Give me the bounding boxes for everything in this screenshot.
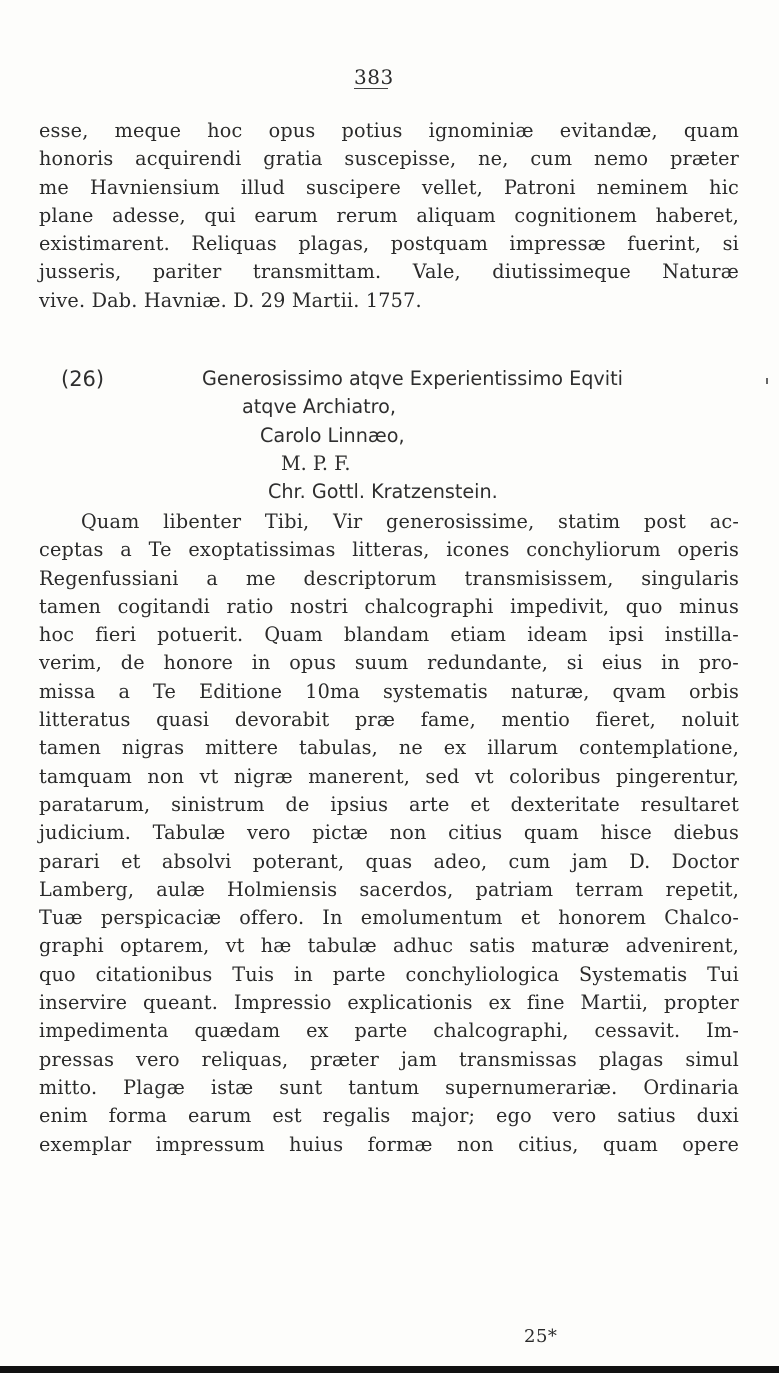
text-line: verim, de honore in opus suum redundante, si eius in pro- (39, 651, 739, 675)
signature-mark: 25* (524, 1326, 558, 1347)
heading-line-addressee-role: atqve Archiatro, (242, 395, 396, 419)
text-line: jusseris, pariter transmittam. Vale, diutissimeque Naturæ (39, 260, 739, 284)
paragraph-letter-body (39, 508, 739, 1159)
text-line: pressas vero reliquas, præter jam transmissas plagas simul (39, 1047, 739, 1071)
heading-line-addressee-title: Generosissimo atqve Experientissimo Eqviti (202, 367, 623, 390)
text-line: existimarent. Reliquas plagas, postquam impressæ fuerint, si (39, 232, 739, 256)
text-line: Regenfussiani a me descriptorum transmisissem, singularis (39, 566, 739, 590)
text-line: parari et absolvi poterant, quas adeo, cum jam D. Doctor (39, 849, 739, 873)
text-line: plane adesse, qui earum rerum aliquam cognitionem haberet, (39, 203, 739, 227)
text-line: ceptas a Te exoptatissimas litteras, icones conchyliorum operis (39, 538, 739, 562)
text-line: mitto. Plagæ istæ sunt tantum supernumerariæ. Ordinaria (39, 1075, 739, 1099)
text-line: esse, meque hoc opus potius ignominiæ evitandæ, quam (39, 119, 739, 142)
text-line: me Havniensium illud suscipere vellet, Patroni neminem hic (39, 175, 739, 199)
scan-edge-mark (766, 378, 768, 384)
text-line: impedimenta quædam ex parte chalcographi, cessavit. Im- (39, 1019, 739, 1043)
text-line: litteratus quasi devorabit præ fame, mentio fieret, noluit (39, 708, 739, 732)
scan-bottom-edge (0, 1366, 779, 1373)
text-line: exemplar impressum huius formæ non citius, quam opere (39, 1132, 739, 1156)
letter-number: (26) (61, 367, 105, 391)
text-line: Quam libenter Tibi, Vir generosissime, statim post ac- (81, 510, 739, 533)
text-line: hoc fieri potuerit. Quam blandam etiam ideam ipsi instilla- (39, 623, 739, 647)
heading-line-salutation: M. P. F. (281, 451, 351, 475)
heading-line-addressee-name: Carolo Linnæo, (260, 423, 405, 447)
page-number: 383 (354, 65, 394, 89)
text-line: tamen nigras mittere tabulas, ne ex illarum contemplatione, (39, 736, 739, 760)
text-line: paratarum, sinistrum de ipsius arte et dexteritate resultaret (39, 792, 739, 816)
paragraph-closing-previous-letter (39, 117, 739, 315)
text-line: judicium. Tabulæ vero pictæ non citius quam hisce diebus (39, 821, 739, 845)
text-line: Tuæ perspicaciæ offero. In emolumentum et honorem Chalco- (39, 906, 739, 930)
text-line: tamen cogitandi ratio nostri chalcographi impedivit, quo minus (39, 594, 739, 618)
text-line: honoris acquirendi gratia suscepisse, ne, cum nemo præter (39, 147, 739, 171)
text-line: Lamberg, aulæ Holmiensis sacerdos, patriam terram repetit, (39, 877, 739, 901)
heading-line-sender: Chr. Gottl. Kratzenstein. (268, 480, 498, 504)
text-line: tamquam non vt nigræ manerent, sed vt coloribus pingerentur, (39, 764, 739, 788)
text-line: enim forma earum est regalis major; ego vero satius duxi (39, 1104, 739, 1128)
text-line: graphi optarem, vt hæ tabulæ adhuc satis maturæ advenirent, (39, 934, 739, 958)
text-line: vive. Dab. Havniæ. D. 29 Martii. 1757. (39, 288, 422, 312)
text-line: inservire queant. Impressio explicationis ex fine Martii, propter (39, 991, 739, 1015)
letter-heading (61, 365, 681, 506)
text-line: quo citationibus Tuis in parte conchyliologica Systematis Tui (39, 962, 739, 986)
text-line: missa a Te Editione 10ma systematis naturæ, qvam orbis (39, 679, 739, 703)
